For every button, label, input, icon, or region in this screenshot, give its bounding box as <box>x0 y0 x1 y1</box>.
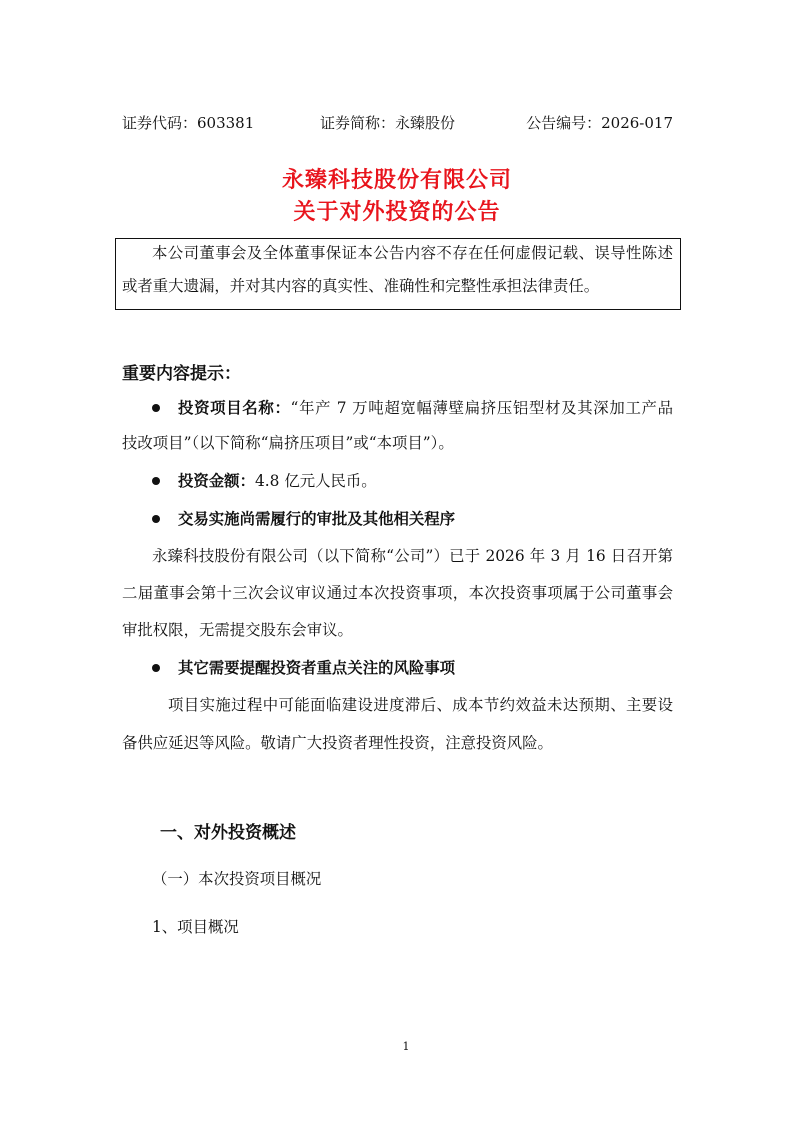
announcement-title: 关于对外投资的公告 <box>293 200 501 225</box>
bullet-icon <box>152 664 160 672</box>
risk-heading: 其它需要提醒投资者重点关注的风险事项 <box>178 659 456 677</box>
approval-heading: 交易实施尚需履行的审批及其他相关程序 <box>178 510 456 528</box>
approval-para-1: 永臻科技股份有限公司（以下简称“公司”）已于 2026 年 3 月 16 日召开第 <box>152 547 673 565</box>
page-number: 1 <box>402 1040 410 1053</box>
bullet-icon <box>152 515 160 523</box>
project-name-line <box>178 398 673 418</box>
company-title: 永臻科技股份有限公司 <box>281 168 512 193</box>
section-1-heading: 一、对外投资概述 <box>160 823 296 843</box>
disclaimer-line-2: 或者重大遗漏，并对其内容的真实性、准确性和完整性承担法律责任。 <box>122 277 600 295</box>
amount-value: 4.8 亿元人民币。 <box>254 472 377 490</box>
amount-line <box>178 471 673 491</box>
stock-name: 证券简称：永臻股份 <box>320 114 456 132</box>
project-name-label: 投资项目名称： <box>178 399 291 417</box>
bullet-icon <box>152 404 160 412</box>
highlights-heading: 重要内容提示： <box>122 364 241 384</box>
approval-para-3: 审批权限，无需提交股东会审议。 <box>122 621 353 639</box>
announcement-number: 公告编号：2026-017 <box>526 114 673 132</box>
risk-para-2: 备供应延迟等风险。敬请广大投资者理性投资，注意投资风险。 <box>122 734 553 752</box>
disclaimer-line-1: 本公司董事会及全体董事保证本公告内容不存在任何虚假记载、误导性陈述 <box>152 244 673 262</box>
bullet-icon <box>152 477 160 485</box>
project-name-cont: 技改项目”（以下简称“扁挤压项目”或“本项目”）。 <box>122 434 454 452</box>
stock-code: 证券代码：603381 <box>122 114 255 132</box>
amount-label: 投资金额： <box>178 472 255 490</box>
approval-para-2: 二届董事会第十三次会议审议通过本次投资事项，本次投资事项属于公司董事会 <box>122 584 673 602</box>
project-name-value: “年产 7 万吨超宽幅薄壁扁挤压铝型材及其深加工产品 <box>290 399 673 417</box>
risk-para-1: 项目实施过程中可能面临建设进度滞后、成本节约效益未达预期、主要设 <box>168 696 673 714</box>
subsection-1-heading: （一）本次投资项目概况 <box>152 870 322 888</box>
item-1-heading: 1、项目概况 <box>152 918 239 936</box>
